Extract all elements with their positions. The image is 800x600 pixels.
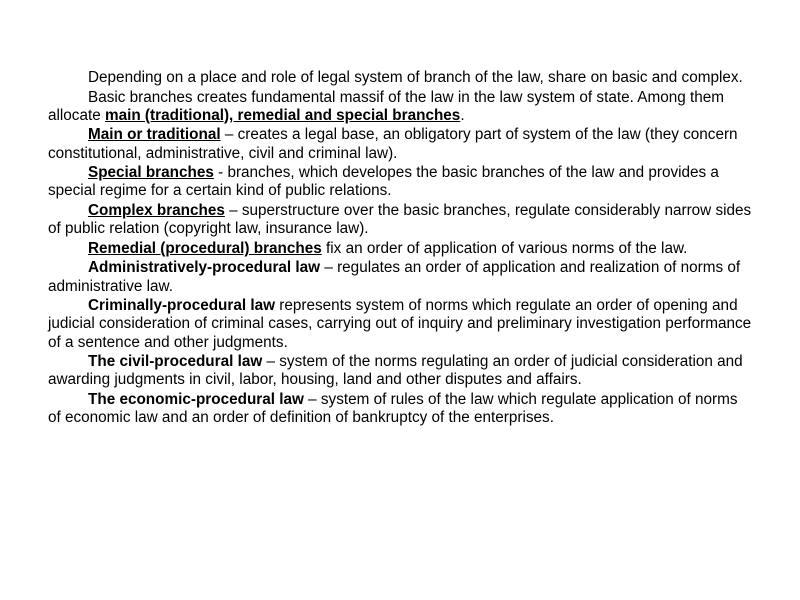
paragraph-basic-and-complex: [48, 69, 754, 87]
paragraph-special-branches: [48, 164, 754, 200]
paragraph-administrative-procedural: [48, 259, 754, 295]
paragraph-text: – system of rules of the law which regulate application of norms of economic law and an order of definition of bankruptcy of the enterprises.: [48, 390, 738, 427]
highlighted-term-branch-types: main (traditional), remedial and special branches: [104, 106, 461, 124]
paragraph-civil-procedural: [48, 353, 754, 389]
paragraph-criminal-procedural: [48, 297, 754, 352]
paragraph-complex-branches: [48, 202, 754, 238]
document-body: [48, 69, 754, 429]
paragraph-text: – superstructure over the basic branches, regulate considerably narrow sides of public relation (copyright law, insurance law).: [48, 201, 752, 238]
paragraph-remedial-branches: [48, 240, 754, 258]
paragraph-text: represents system of norms which regulate an order of opening and judicial consideration of criminal cases, carrying out of inquiry and preliminary investigation performance of a sentence and other judgments.: [48, 297, 752, 351]
paragraph-text: Depending on a place and role of legal system of branch of the law, share on basic and complex.: [88, 69, 743, 86]
paragraph-text: – creates a legal base, an obligatory part of system of the law (they concern constitutional, administrative, civil and criminal law).: [48, 126, 738, 162]
term-special-branches: Special branches: [88, 164, 214, 182]
term-criminal-procedural: Criminally-procedural law: [88, 297, 276, 315]
paragraph-tail: .: [460, 106, 465, 124]
term-economic-procedural: The economic-procedural law: [88, 390, 304, 408]
term-civil-procedural: The civil-procedural law: [88, 353, 263, 371]
paragraph-main-traditional: [48, 126, 754, 162]
paragraph-text: fix an order of application of various norms of the law.: [321, 239, 688, 257]
paragraph-text: - branches, which developes the basic branches of the law and provides a special regime for a certain kind of public relations.: [48, 164, 719, 200]
term-remedial-branches: Remedial (procedural) branches: [88, 239, 322, 257]
paragraph-economic-procedural: [48, 391, 754, 427]
term-complex-branches: Complex branches: [88, 201, 225, 219]
paragraph-text: – regulates an order of application and realization of norms of administrative law.: [48, 259, 741, 295]
term-main-traditional: Main or traditional: [88, 126, 221, 144]
term-administrative-procedural: Administratively-procedural law: [88, 259, 321, 277]
paragraph-basic-branches: [48, 89, 754, 125]
paragraph-text: Basic branches creates fundamental massif of the law in the law system of state. Among them allocate: [48, 88, 724, 124]
paragraph-text: – system of the norms regulating an order of judicial consideration and awarding judgments in civil, labor, housing, land and other disputes and affairs.: [48, 353, 743, 389]
